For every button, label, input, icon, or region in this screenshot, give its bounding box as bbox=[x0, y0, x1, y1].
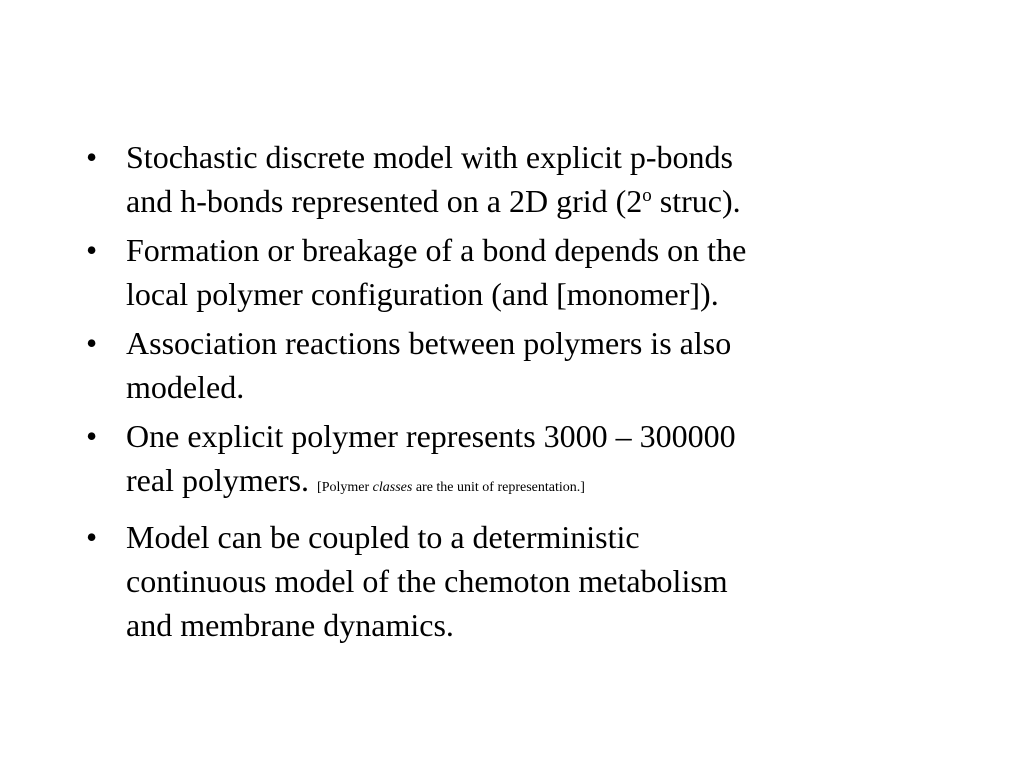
bullet-text-line: Model can be coupled to a deterministic bbox=[126, 519, 640, 555]
bullet-dot-icon: • bbox=[86, 232, 98, 268]
bullet-text-line: local polymer configuration (and [monomer]). bbox=[126, 276, 719, 312]
bullet-dot-icon: • bbox=[86, 519, 98, 555]
superscript-o: o bbox=[642, 185, 652, 206]
bullet-item-coupled-model bbox=[86, 515, 946, 647]
bullet-item-association-reactions bbox=[86, 321, 946, 409]
bullet-dot-icon: • bbox=[86, 418, 98, 454]
bullet-text-line: Stochastic discrete model with explicit p-bonds bbox=[126, 139, 733, 175]
small-note-text: are the unit of representation.] bbox=[412, 480, 585, 495]
bullet-text-line: real polymers. bbox=[126, 462, 318, 498]
bullet-item-explicit-polymer bbox=[86, 414, 946, 510]
bullet-item-stochastic-model bbox=[86, 135, 946, 223]
bullet-item-bond-formation bbox=[86, 228, 946, 316]
small-note bbox=[317, 480, 585, 495]
bullet-text-line: modeled. bbox=[126, 369, 245, 405]
bullet-list bbox=[86, 135, 946, 652]
bullet-text-line: struc). bbox=[651, 183, 741, 219]
bullet-dot-icon: • bbox=[86, 139, 98, 175]
bullet-text-line: continuous model of the chemoton metabolism bbox=[126, 563, 728, 599]
small-note-emphasis: classes bbox=[372, 480, 413, 495]
bullet-text-line: Formation or breakage of a bond depends on the bbox=[126, 232, 747, 268]
bullet-text-line: and h-bonds represented on a 2D grid (2 bbox=[126, 183, 643, 219]
bullet-dot-icon: • bbox=[86, 325, 98, 361]
small-note-text: [Polymer bbox=[317, 480, 373, 495]
bullet-text-line: and membrane dynamics. bbox=[126, 607, 454, 643]
bullet-text-line: One explicit polymer represents 3000 – 300000 bbox=[126, 418, 736, 454]
bullet-text-line: Association reactions between polymers is also bbox=[126, 325, 732, 361]
